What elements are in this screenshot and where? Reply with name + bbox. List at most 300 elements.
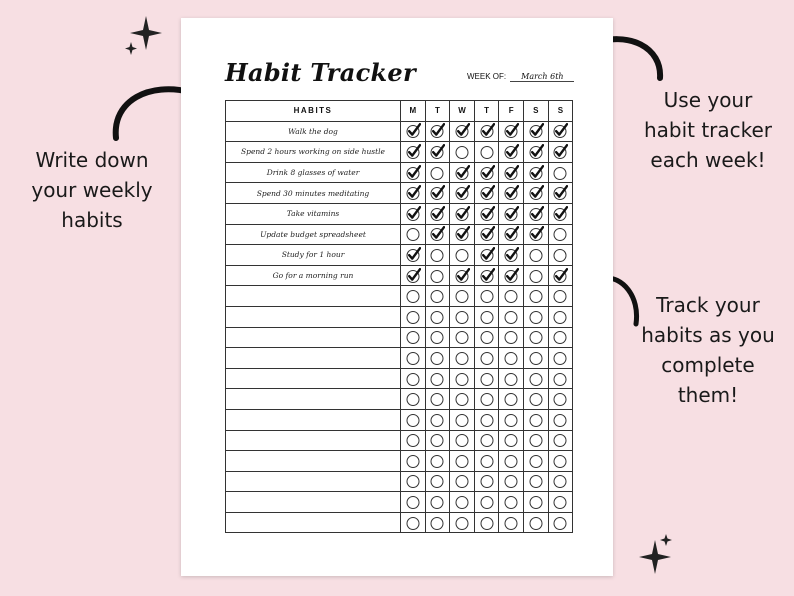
day-cell[interactable]	[425, 327, 450, 348]
check-icon	[552, 206, 568, 222]
day-cell[interactable]	[499, 430, 524, 451]
day-cell[interactable]	[523, 306, 548, 327]
check-icon	[405, 247, 421, 263]
empty-circle-icon	[552, 329, 568, 345]
empty-circle-icon	[429, 309, 445, 325]
empty-circle-icon	[479, 473, 495, 489]
day-cell[interactable]	[450, 183, 475, 204]
day-cell[interactable]	[425, 348, 450, 369]
day-cell[interactable]	[474, 286, 499, 307]
habit-name[interactable]	[226, 286, 401, 307]
day-cell[interactable]	[401, 327, 426, 348]
empty-circle-icon	[552, 247, 568, 263]
empty-circle-icon	[405, 494, 421, 510]
day-header: S	[548, 101, 573, 122]
day-cell[interactable]	[425, 203, 450, 224]
day-cell[interactable]	[474, 368, 499, 389]
day-cell[interactable]	[499, 389, 524, 410]
day-cell[interactable]	[499, 306, 524, 327]
day-cell[interactable]	[401, 348, 426, 369]
check-icon	[479, 185, 495, 201]
day-cell[interactable]	[499, 368, 524, 389]
empty-circle-icon	[429, 391, 445, 407]
day-cell[interactable]	[450, 492, 475, 513]
day-header: S	[523, 101, 548, 122]
habit-name[interactable]: Take vitamins	[226, 203, 401, 224]
empty-circle-icon	[429, 350, 445, 366]
day-cell[interactable]	[401, 203, 426, 224]
check-icon	[503, 144, 519, 160]
table-row	[226, 162, 573, 183]
day-cell[interactable]	[401, 306, 426, 327]
day-cell[interactable]	[474, 203, 499, 224]
week-of	[467, 72, 574, 82]
table-row	[226, 142, 573, 163]
day-cell[interactable]	[548, 348, 573, 369]
table-row	[226, 224, 573, 245]
empty-circle-icon	[552, 226, 568, 242]
day-cell[interactable]	[499, 203, 524, 224]
empty-circle-icon	[429, 247, 445, 263]
day-cell[interactable]	[401, 409, 426, 430]
empty-circle-icon	[405, 453, 421, 469]
day-cell[interactable]	[450, 451, 475, 472]
empty-circle-icon	[552, 432, 568, 448]
check-icon	[503, 185, 519, 201]
empty-circle-icon	[503, 494, 519, 510]
day-cell[interactable]	[548, 142, 573, 163]
empty-circle-icon	[429, 494, 445, 510]
empty-circle-icon	[454, 432, 470, 448]
empty-circle-icon	[552, 288, 568, 304]
day-cell[interactable]	[474, 224, 499, 245]
check-icon	[429, 144, 445, 160]
sheet-title: Habit Tracker	[225, 58, 416, 87]
day-cell[interactable]	[425, 183, 450, 204]
check-icon	[528, 185, 544, 201]
day-cell[interactable]	[548, 306, 573, 327]
day-cell[interactable]	[548, 492, 573, 513]
table-row	[226, 492, 573, 513]
day-cell[interactable]	[401, 183, 426, 204]
check-icon	[479, 268, 495, 284]
sparkle-icon	[639, 534, 672, 574]
day-cell[interactable]	[425, 306, 450, 327]
empty-circle-icon	[528, 391, 544, 407]
empty-circle-icon	[528, 371, 544, 387]
day-header: F	[499, 101, 524, 122]
empty-circle-icon	[454, 412, 470, 428]
day-cell[interactable]	[523, 492, 548, 513]
day-cell[interactable]	[450, 121, 475, 142]
day-cell[interactable]	[523, 265, 548, 286]
check-icon	[429, 226, 445, 242]
day-cell[interactable]	[401, 224, 426, 245]
check-icon	[528, 226, 544, 242]
day-cell[interactable]	[523, 430, 548, 451]
habit-name[interactable]	[226, 512, 401, 533]
check-icon	[552, 185, 568, 201]
day-cell[interactable]	[401, 121, 426, 142]
day-cell[interactable]	[425, 389, 450, 410]
day-cell[interactable]	[548, 203, 573, 224]
empty-circle-icon	[479, 412, 495, 428]
day-cell[interactable]	[548, 471, 573, 492]
day-cell[interactable]	[450, 245, 475, 266]
habit-name[interactable]: Update budget spreadsheet	[226, 224, 401, 245]
day-cell[interactable]	[474, 471, 499, 492]
table-row	[226, 121, 573, 142]
table-row	[226, 471, 573, 492]
table-row	[226, 512, 573, 533]
table-row	[226, 409, 573, 430]
day-cell[interactable]	[523, 224, 548, 245]
check-icon	[454, 206, 470, 222]
empty-circle-icon	[552, 309, 568, 325]
day-cell[interactable]	[425, 471, 450, 492]
empty-circle-icon	[479, 288, 495, 304]
day-cell[interactable]	[425, 286, 450, 307]
day-cell[interactable]	[523, 183, 548, 204]
habit-name[interactable]	[226, 451, 401, 472]
day-cell[interactable]	[523, 162, 548, 183]
day-cell[interactable]	[499, 348, 524, 369]
day-cell[interactable]	[548, 245, 573, 266]
day-cell[interactable]	[474, 245, 499, 266]
day-cell[interactable]	[450, 142, 475, 163]
day-cell[interactable]	[499, 245, 524, 266]
empty-circle-icon	[503, 453, 519, 469]
check-icon	[528, 165, 544, 181]
day-cell[interactable]	[401, 286, 426, 307]
day-cell[interactable]	[523, 121, 548, 142]
day-cell[interactable]	[548, 368, 573, 389]
day-cell[interactable]	[548, 409, 573, 430]
check-icon	[454, 185, 470, 201]
day-cell[interactable]	[474, 512, 499, 533]
table-row	[226, 203, 573, 224]
check-icon	[429, 123, 445, 139]
empty-circle-icon	[528, 247, 544, 263]
day-cell[interactable]	[450, 512, 475, 533]
day-cell[interactable]	[499, 512, 524, 533]
check-icon	[479, 247, 495, 263]
table-row	[226, 245, 573, 266]
day-cell[interactable]	[548, 265, 573, 286]
day-cell[interactable]	[523, 245, 548, 266]
empty-circle-icon	[405, 432, 421, 448]
day-header: W	[450, 101, 475, 122]
check-icon	[552, 123, 568, 139]
day-cell[interactable]	[474, 327, 499, 348]
day-cell[interactable]	[499, 162, 524, 183]
day-cell[interactable]	[401, 492, 426, 513]
day-cell[interactable]	[523, 348, 548, 369]
habit-name[interactable]: Walk the dog	[226, 121, 401, 142]
habit-name[interactable]: Drink 8 glasses of water	[226, 162, 401, 183]
day-header: T	[425, 101, 450, 122]
empty-circle-icon	[429, 371, 445, 387]
habit-name[interactable]: Spend 30 minutes meditating	[226, 183, 401, 204]
empty-circle-icon	[479, 432, 495, 448]
check-icon	[503, 268, 519, 284]
day-cell[interactable]	[425, 121, 450, 142]
day-cell[interactable]	[474, 389, 499, 410]
day-cell[interactable]	[499, 492, 524, 513]
empty-circle-icon	[454, 329, 470, 345]
day-cell[interactable]	[548, 224, 573, 245]
day-cell[interactable]	[401, 430, 426, 451]
habit-name[interactable]: Go for a morning run	[226, 265, 401, 286]
day-cell[interactable]	[499, 471, 524, 492]
day-cell[interactable]	[474, 265, 499, 286]
empty-circle-icon	[405, 350, 421, 366]
week-of-value: March 6th	[510, 72, 574, 82]
empty-circle-icon	[503, 309, 519, 325]
day-cell[interactable]	[548, 121, 573, 142]
habit-name[interactable]	[226, 306, 401, 327]
empty-circle-icon	[454, 350, 470, 366]
empty-circle-icon	[429, 412, 445, 428]
day-cell[interactable]	[450, 306, 475, 327]
habits-header: HABITS	[226, 101, 401, 122]
day-cell[interactable]	[474, 121, 499, 142]
check-icon	[479, 226, 495, 242]
day-cell[interactable]	[474, 348, 499, 369]
empty-circle-icon	[528, 268, 544, 284]
day-cell[interactable]	[523, 327, 548, 348]
day-header: T	[474, 101, 499, 122]
empty-circle-icon	[503, 473, 519, 489]
day-cell[interactable]	[548, 327, 573, 348]
empty-circle-icon	[429, 432, 445, 448]
empty-circle-icon	[528, 515, 544, 531]
habit-table	[225, 100, 573, 533]
day-cell[interactable]	[474, 183, 499, 204]
day-cell[interactable]	[401, 512, 426, 533]
habit-name[interactable]: Study for 1 hour	[226, 245, 401, 266]
day-cell[interactable]	[499, 224, 524, 245]
day-cell[interactable]	[548, 451, 573, 472]
empty-circle-icon	[429, 268, 445, 284]
sparkle-icon	[125, 16, 162, 55]
check-icon	[454, 226, 470, 242]
day-cell[interactable]	[523, 409, 548, 430]
table-row	[226, 430, 573, 451]
day-cell[interactable]	[450, 327, 475, 348]
table-row	[226, 368, 573, 389]
check-icon	[503, 226, 519, 242]
check-icon	[503, 123, 519, 139]
empty-circle-icon	[552, 515, 568, 531]
empty-circle-icon	[528, 309, 544, 325]
empty-circle-icon	[405, 226, 421, 242]
day-cell[interactable]	[450, 265, 475, 286]
empty-circle-icon	[552, 412, 568, 428]
day-cell[interactable]	[523, 451, 548, 472]
empty-circle-icon	[552, 371, 568, 387]
check-icon	[503, 165, 519, 181]
habit-name[interactable]	[226, 389, 401, 410]
day-cell[interactable]	[401, 471, 426, 492]
day-cell[interactable]	[450, 162, 475, 183]
check-icon	[454, 165, 470, 181]
day-cell[interactable]	[499, 183, 524, 204]
empty-circle-icon	[503, 515, 519, 531]
empty-circle-icon	[503, 412, 519, 428]
day-cell[interactable]	[548, 430, 573, 451]
empty-circle-icon	[552, 350, 568, 366]
empty-circle-icon	[552, 473, 568, 489]
day-cell[interactable]	[474, 430, 499, 451]
day-cell[interactable]	[425, 142, 450, 163]
empty-circle-icon	[429, 165, 445, 181]
habit-name[interactable]: Spend 2 hours working on side hustle	[226, 142, 401, 163]
empty-circle-icon	[429, 288, 445, 304]
empty-circle-icon	[454, 473, 470, 489]
empty-circle-icon	[429, 453, 445, 469]
empty-circle-icon	[405, 329, 421, 345]
habit-name[interactable]	[226, 471, 401, 492]
day-cell[interactable]	[425, 245, 450, 266]
day-cell[interactable]	[548, 183, 573, 204]
empty-circle-icon	[528, 432, 544, 448]
day-cell[interactable]	[523, 512, 548, 533]
day-cell[interactable]	[401, 142, 426, 163]
empty-circle-icon	[405, 412, 421, 428]
check-icon	[405, 165, 421, 181]
day-cell[interactable]	[401, 451, 426, 472]
habit-name[interactable]	[226, 368, 401, 389]
day-cell[interactable]	[425, 224, 450, 245]
day-cell[interactable]	[523, 389, 548, 410]
empty-circle-icon	[454, 494, 470, 510]
empty-circle-icon	[528, 494, 544, 510]
day-cell[interactable]	[474, 162, 499, 183]
day-cell[interactable]	[425, 492, 450, 513]
habit-name[interactable]	[226, 430, 401, 451]
day-cell[interactable]	[523, 203, 548, 224]
empty-circle-icon	[479, 350, 495, 366]
day-cell[interactable]	[450, 286, 475, 307]
habit-name[interactable]	[226, 348, 401, 369]
day-cell[interactable]	[425, 265, 450, 286]
day-cell[interactable]	[499, 121, 524, 142]
empty-circle-icon	[503, 391, 519, 407]
empty-circle-icon	[454, 515, 470, 531]
day-cell[interactable]	[425, 162, 450, 183]
check-icon	[405, 185, 421, 201]
check-icon	[552, 268, 568, 284]
day-cell[interactable]	[499, 142, 524, 163]
table-row	[226, 265, 573, 286]
day-cell[interactable]	[474, 492, 499, 513]
day-cell[interactable]	[450, 368, 475, 389]
day-cell[interactable]	[548, 512, 573, 533]
day-cell[interactable]	[523, 142, 548, 163]
empty-circle-icon	[454, 144, 470, 160]
day-cell[interactable]	[523, 368, 548, 389]
day-cell[interactable]	[523, 286, 548, 307]
empty-circle-icon	[552, 494, 568, 510]
table-row	[226, 389, 573, 410]
check-icon	[429, 185, 445, 201]
caption-use-tracker: Use your habit tracker each week!	[643, 88, 773, 172]
day-cell[interactable]	[474, 451, 499, 472]
day-cell[interactable]	[548, 389, 573, 410]
day-cell[interactable]	[425, 512, 450, 533]
day-cell[interactable]	[401, 162, 426, 183]
check-icon	[405, 206, 421, 222]
empty-circle-icon	[552, 453, 568, 469]
day-cell[interactable]	[425, 368, 450, 389]
habit-name[interactable]	[226, 409, 401, 430]
empty-circle-icon	[405, 288, 421, 304]
empty-circle-icon	[503, 329, 519, 345]
habit-name[interactable]	[226, 492, 401, 513]
day-cell[interactable]	[499, 327, 524, 348]
empty-circle-icon	[479, 391, 495, 407]
empty-circle-icon	[429, 329, 445, 345]
empty-circle-icon	[429, 473, 445, 489]
day-cell[interactable]	[450, 389, 475, 410]
day-header: M	[401, 101, 426, 122]
day-cell[interactable]	[401, 245, 426, 266]
day-cell[interactable]	[450, 430, 475, 451]
empty-circle-icon	[405, 371, 421, 387]
day-cell[interactable]	[548, 162, 573, 183]
day-cell[interactable]	[474, 409, 499, 430]
empty-circle-icon	[405, 515, 421, 531]
empty-circle-icon	[528, 288, 544, 304]
table-row	[226, 306, 573, 327]
day-cell[interactable]	[450, 224, 475, 245]
empty-circle-icon	[503, 288, 519, 304]
day-cell[interactable]	[523, 471, 548, 492]
habit-name[interactable]	[226, 327, 401, 348]
tracker-sheet	[181, 18, 613, 576]
day-cell[interactable]	[499, 451, 524, 472]
check-icon	[454, 123, 470, 139]
day-cell[interactable]	[401, 389, 426, 410]
empty-circle-icon	[454, 453, 470, 469]
check-icon	[454, 268, 470, 284]
day-cell[interactable]	[450, 409, 475, 430]
day-cell[interactable]	[499, 409, 524, 430]
day-cell[interactable]	[425, 430, 450, 451]
empty-circle-icon	[479, 494, 495, 510]
empty-circle-icon	[405, 473, 421, 489]
day-cell[interactable]	[401, 265, 426, 286]
empty-circle-icon	[405, 391, 421, 407]
empty-circle-icon	[528, 329, 544, 345]
day-cell[interactable]	[450, 348, 475, 369]
check-icon	[479, 165, 495, 181]
day-cell[interactable]	[548, 286, 573, 307]
day-cell[interactable]	[425, 409, 450, 430]
day-cell[interactable]	[401, 368, 426, 389]
day-cell[interactable]	[499, 265, 524, 286]
day-cell[interactable]	[450, 471, 475, 492]
check-icon	[528, 206, 544, 222]
day-cell[interactable]	[499, 286, 524, 307]
day-cell[interactable]	[474, 142, 499, 163]
day-cell[interactable]	[450, 203, 475, 224]
empty-circle-icon	[479, 329, 495, 345]
day-cell[interactable]	[425, 451, 450, 472]
check-icon	[405, 268, 421, 284]
day-cell[interactable]	[474, 306, 499, 327]
